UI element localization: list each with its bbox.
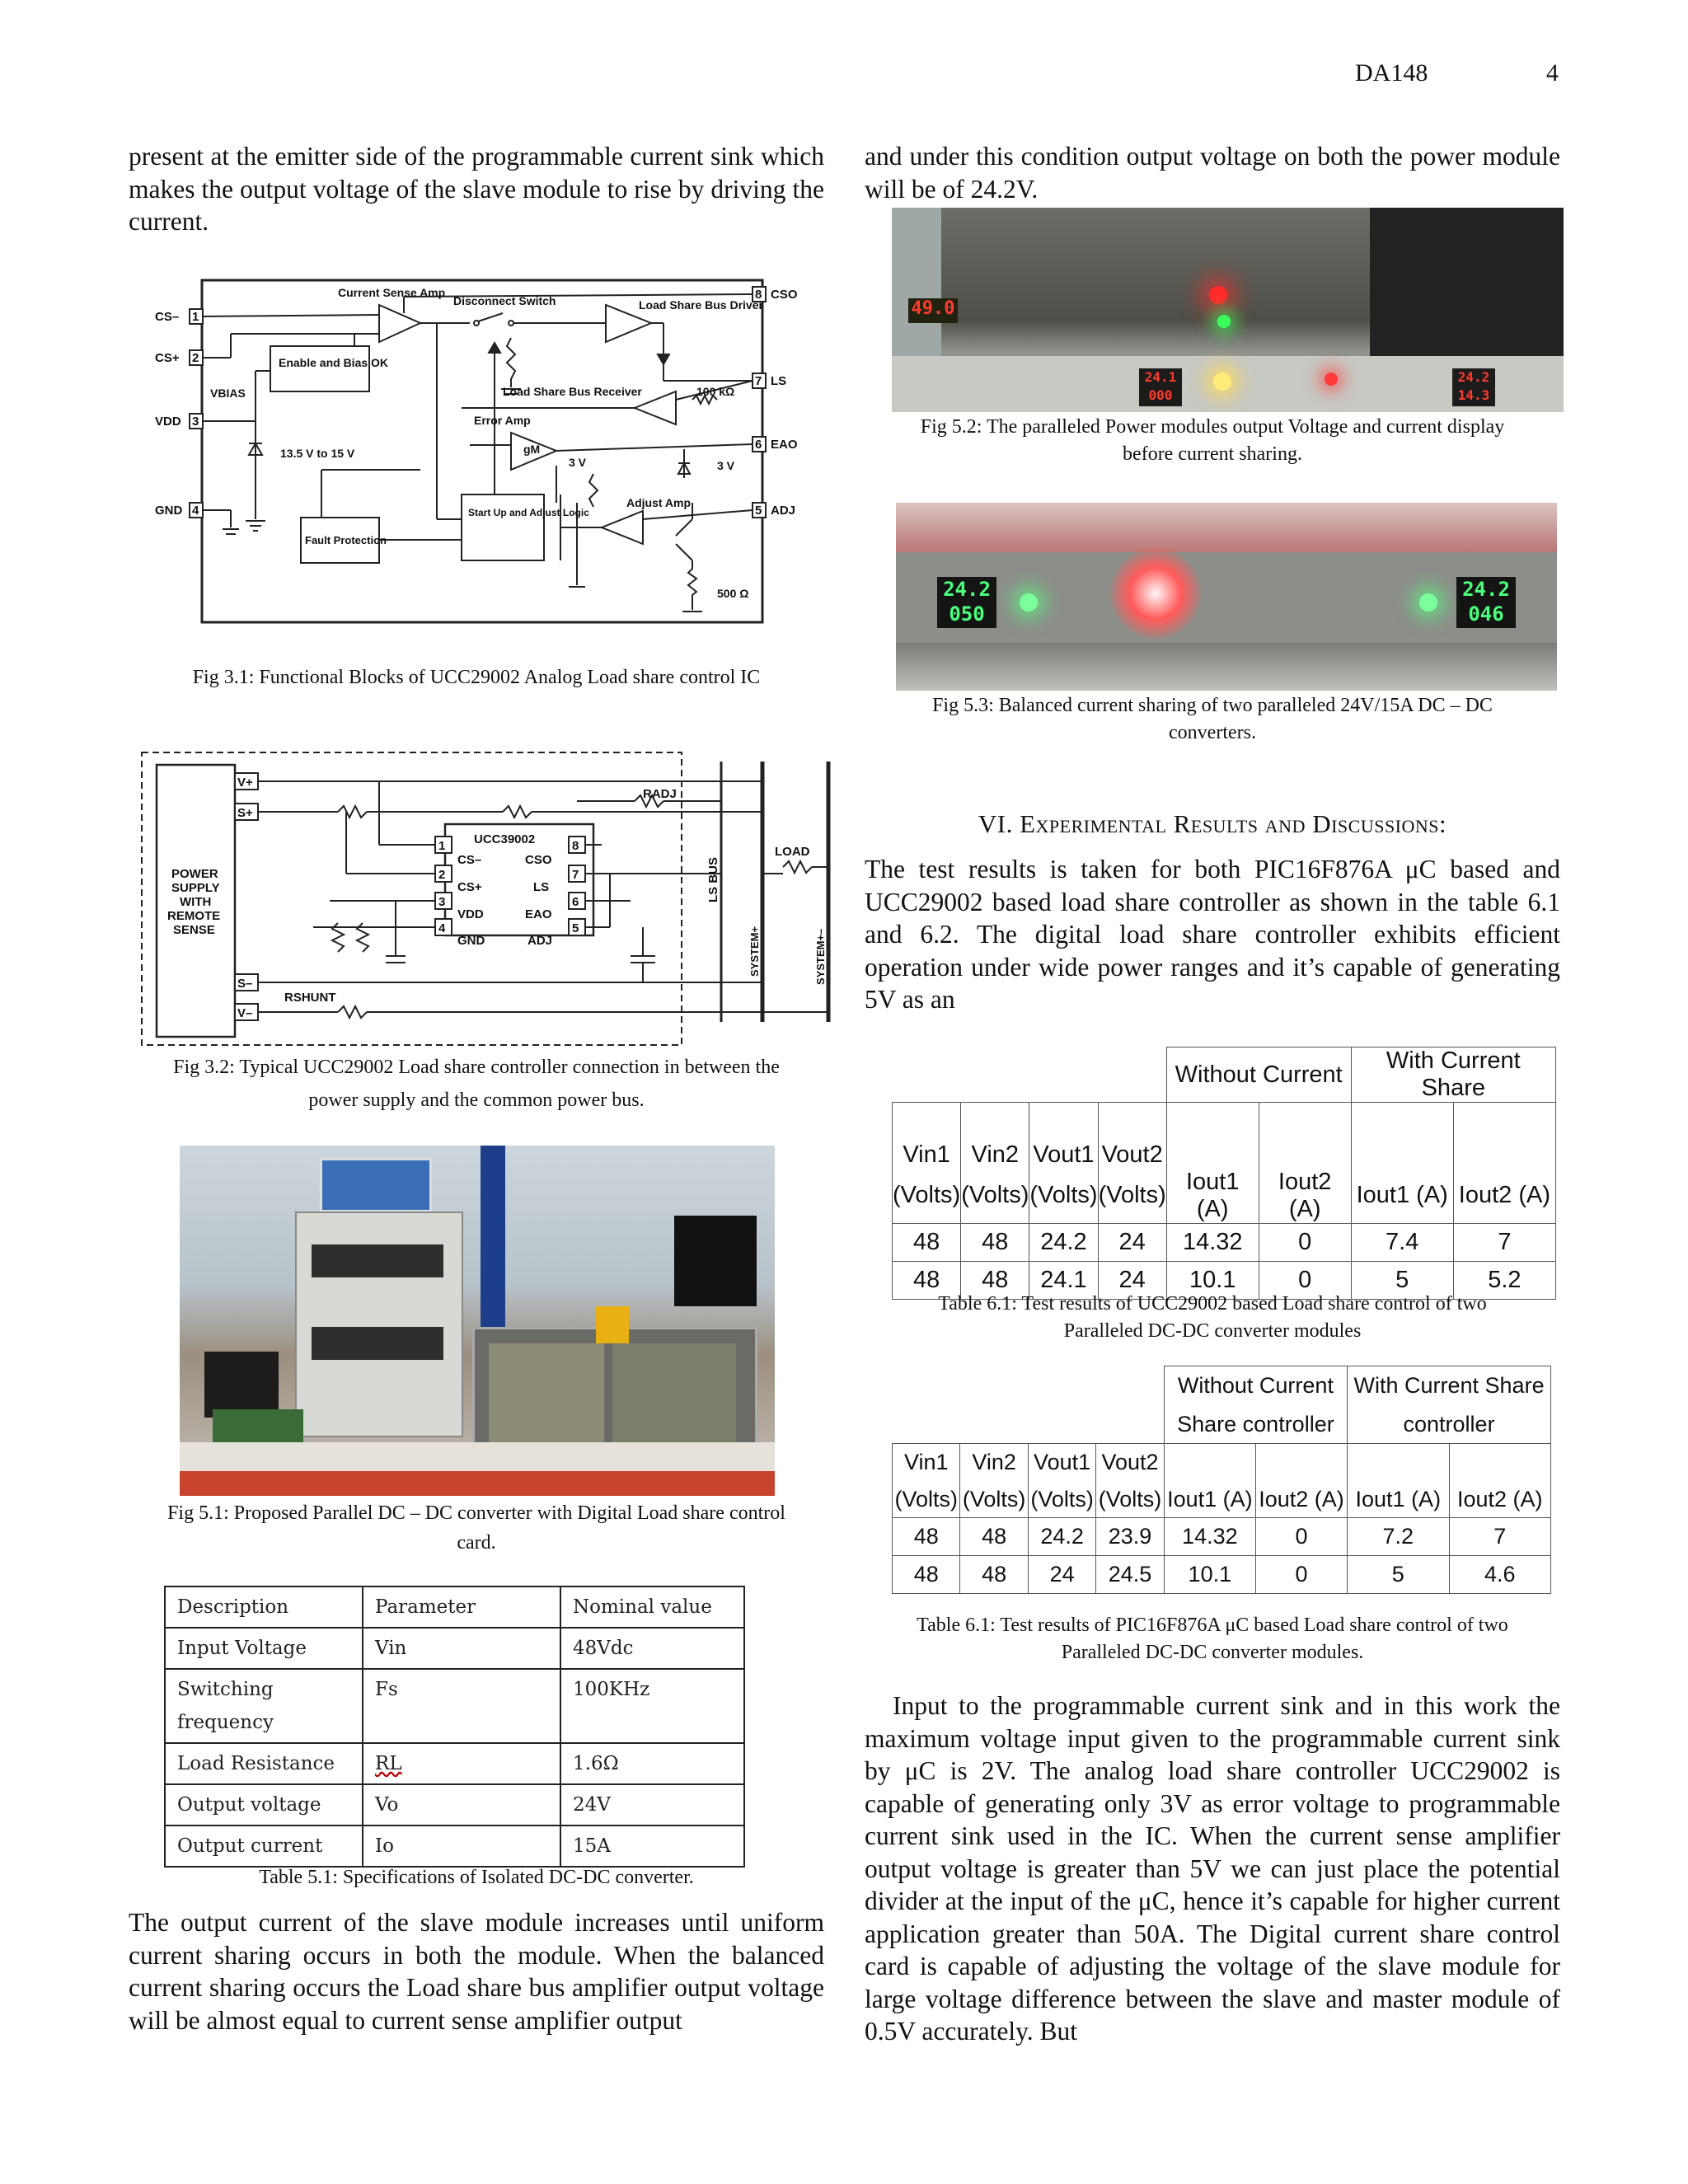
fig-5-3-caption bbox=[865, 692, 1560, 747]
fig32-ic-n3: 3 bbox=[438, 895, 446, 909]
fig32-ic-l1: CS– bbox=[457, 853, 482, 867]
table-6-1-caption-line1: Table 6.1: Test results of UCC29002 based Load share control of two bbox=[938, 1293, 1487, 1315]
table-5-1-header-row bbox=[165, 1586, 744, 1628]
fig31-pin-2: 2 bbox=[192, 351, 199, 365]
fig31-pin-3: 3 bbox=[192, 415, 199, 429]
section-heading-vi: VI. Experimental Results and Discussions: bbox=[978, 809, 1447, 838]
table-6-1-caption bbox=[865, 1291, 1560, 1345]
table-6-2-ht2: Vout1 bbox=[1028, 1444, 1095, 1482]
table-5-1-h1: Parameter bbox=[363, 1586, 560, 1628]
fig32-ic-r2: LS bbox=[533, 880, 550, 894]
table-6-1-ht6 bbox=[1351, 1103, 1453, 1169]
fig32-psu-3: WITH bbox=[180, 895, 212, 909]
table-5-1-h0: Description bbox=[165, 1586, 363, 1628]
fig-5-2-caption-line2: before current sharing. bbox=[1123, 443, 1302, 465]
table-6-1-hb7: Iout2 (A) bbox=[1453, 1169, 1555, 1224]
table-6-1-ht5 bbox=[1259, 1103, 1351, 1169]
fig32-psu-4: REMOTE bbox=[167, 909, 221, 923]
table-6-2 bbox=[892, 1366, 1551, 1594]
right-column-bottom bbox=[865, 1690, 1560, 2048]
fig31-label-gm: gM bbox=[523, 443, 541, 456]
table-6-1-group-with: With Current Share bbox=[1351, 1047, 1555, 1103]
table-5-1-caption: Table 5.1: Specifications of Isolated DC-DC converter. bbox=[259, 1867, 694, 1888]
table-6-2-r1c7: 4.6 bbox=[1449, 1556, 1551, 1594]
fig31-label-100k: 100 kΩ bbox=[696, 385, 735, 398]
table-6-1-blank bbox=[893, 1047, 1167, 1103]
table-5-1-r4c2: 15A bbox=[560, 1825, 744, 1867]
table-6-1-r1c6: 5 bbox=[1351, 1261, 1453, 1299]
table-6-1-r0c7: 7 bbox=[1453, 1223, 1555, 1261]
fig52-display-1: 49.0 bbox=[908, 298, 958, 323]
fig32-ic-n7: 7 bbox=[572, 868, 579, 882]
table-6-1-r1c5: 0 bbox=[1259, 1261, 1351, 1299]
table-row bbox=[165, 1743, 744, 1784]
fig32-rshunt: RSHUNT bbox=[284, 991, 336, 1005]
table-6-1-hb5: Iout2 (A) bbox=[1259, 1169, 1351, 1224]
table-row bbox=[165, 1628, 744, 1669]
table-5-1-r1c0: Switching frequency bbox=[165, 1669, 363, 1743]
fig32-radj: RADJ bbox=[643, 787, 677, 801]
fig31-pin-1: 1 bbox=[192, 310, 199, 324]
fig31-pin-cs-plus: CS+ bbox=[155, 351, 180, 365]
fig-5-2-photo bbox=[892, 208, 1564, 412]
table-6-2-r1c3: 24.5 bbox=[1096, 1556, 1164, 1594]
fig31-pin-vdd: VDD bbox=[155, 415, 181, 429]
fig-3-2-caption bbox=[129, 1051, 824, 1117]
table-6-2-ht3: Vout2 bbox=[1096, 1444, 1164, 1482]
table-5-1-r3c1: Vo bbox=[363, 1784, 560, 1825]
table-6-2-group-with-2: controller bbox=[1348, 1406, 1551, 1444]
table-6-2-ht7 bbox=[1449, 1444, 1551, 1482]
fig-5-1-caption bbox=[129, 1498, 824, 1558]
table-6-1-hb2: (Volts) bbox=[1029, 1169, 1098, 1224]
table-6-2-group-with-1: With Current Share bbox=[1348, 1366, 1551, 1406]
left-paragraph-2: The output current of the slave module increases until uniform current sharing occurs in both the module. When the balanced current sharing occurs the Load share bus amplifier output voltage will be almost equal to current sense amplifier output bbox=[129, 1908, 824, 2035]
table-6-2-r0c2: 24.2 bbox=[1028, 1518, 1095, 1556]
right-column bbox=[865, 140, 1560, 205]
fig53-display-l2: 050 bbox=[949, 602, 985, 626]
fig52-display-2b: 000 bbox=[1148, 387, 1173, 403]
fig32-ic-n1: 1 bbox=[438, 839, 446, 853]
table-5-1-r0c1: Vin bbox=[363, 1628, 560, 1669]
table-6-2-r0c4: 14.32 bbox=[1164, 1518, 1255, 1556]
table-6-1-r0c5: 0 bbox=[1259, 1223, 1351, 1261]
table-6-2-ht0: Vin1 bbox=[893, 1444, 960, 1482]
table-row bbox=[165, 1784, 744, 1825]
table-6-2-header-bottom bbox=[893, 1482, 1551, 1518]
table-6-2-hb1: (Volts) bbox=[960, 1482, 1028, 1518]
fig-3-2-caption-line1: Fig 3.2: Typical UCC29002 Load share controller connection in between the bbox=[173, 1057, 780, 1078]
fig31-pin-8: 8 bbox=[755, 288, 762, 302]
fig31-label-disconnect: Disconnect Switch bbox=[453, 294, 556, 307]
fig32-ic-r1: CSO bbox=[525, 853, 552, 867]
table-5-1-r0c2: 48Vdc bbox=[560, 1628, 744, 1669]
left-paragraph-1: present at the emitter side of the programmable current sink which makes the output voltage of the slave module to rise by driving the current. bbox=[129, 142, 824, 236]
table-6-1-r0c4: 14.32 bbox=[1166, 1223, 1259, 1261]
table-6-1-r0c0: 48 bbox=[893, 1223, 961, 1261]
left-column-bottom bbox=[129, 1906, 824, 2036]
table-6-2-r1c4: 10.1 bbox=[1164, 1556, 1255, 1594]
table-6-1-r0c2: 24.2 bbox=[1029, 1223, 1098, 1261]
right-paragraph-1: and under this condition output voltage on both the power module will be of 24.2V. bbox=[865, 142, 1560, 204]
fig-3-2-connection-diagram bbox=[140, 750, 832, 1048]
table-6-1-r1c7: 5.2 bbox=[1453, 1261, 1555, 1299]
fig31-label-500: 500 Ω bbox=[717, 587, 749, 600]
table-6-1-ht2: Vout1 bbox=[1029, 1103, 1098, 1169]
fig31-label-current-sense: Current Sense Amp bbox=[338, 286, 446, 299]
fig-3-2-caption-line2: power supply and the common power bus. bbox=[308, 1090, 645, 1111]
fig32-sys-minus: SYSTEM+– bbox=[814, 928, 827, 985]
fig-3-1-block-diagram bbox=[148, 272, 798, 635]
table-6-2-hb6: Iout1 (A) bbox=[1348, 1482, 1449, 1518]
fig32-ls-bus: LS BUS bbox=[706, 856, 720, 902]
table-6-2-group-without-2: Share controller bbox=[1164, 1406, 1347, 1444]
table-6-1-ht0: Vin1 bbox=[893, 1103, 961, 1169]
fig31-pin-gnd: GND bbox=[155, 504, 183, 518]
table-row bbox=[893, 1556, 1551, 1594]
table-6-2-r0c1: 48 bbox=[960, 1518, 1028, 1556]
table-6-1-r1c0: 48 bbox=[893, 1261, 961, 1299]
table-6-1-r1c3: 24 bbox=[1098, 1261, 1166, 1299]
fig31-pin-7: 7 bbox=[755, 374, 762, 388]
table-5-1-r3c0: Output voltage bbox=[165, 1784, 363, 1825]
table-6-1-ht3: Vout2 bbox=[1098, 1103, 1166, 1169]
table-6-2-header-top bbox=[893, 1444, 1551, 1482]
table-6-2-caption-line1: Table 6.1: Test results of PIC16F876A μC based Load share control of two bbox=[917, 1615, 1508, 1636]
fig31-pin-6: 6 bbox=[755, 438, 762, 452]
table-6-1-ht1: Vin2 bbox=[961, 1103, 1029, 1169]
table-6-2-hb0: (Volts) bbox=[893, 1482, 960, 1518]
table-6-1-header-top bbox=[893, 1103, 1556, 1169]
table-5-1-r0c0: Input Voltage bbox=[165, 1628, 363, 1669]
table-6-1-r1c2: 24.1 bbox=[1029, 1261, 1098, 1299]
table-6-2-ht5 bbox=[1255, 1444, 1347, 1482]
table-6-1-header-bottom bbox=[893, 1169, 1556, 1224]
fig-5-1-caption-line2: card. bbox=[457, 1532, 496, 1554]
fig32-ic-n2: 2 bbox=[438, 868, 446, 882]
fig52-display-3b: 14.3 bbox=[1457, 387, 1490, 403]
table-6-2-r0c0: 48 bbox=[893, 1518, 960, 1556]
table-row bbox=[165, 1825, 744, 1867]
fig31-label-ls-receiver: Load Share Bus Receiver bbox=[503, 385, 642, 398]
table-6-2-r0c6: 7.2 bbox=[1348, 1518, 1449, 1556]
table-6-1-group-without: Without Current bbox=[1166, 1047, 1351, 1103]
fig32-sys-plus: SYSTEM+ bbox=[748, 926, 761, 977]
fig53-display-l1: 24.2 bbox=[943, 578, 991, 601]
table-6-2-hb7: Iout2 (A) bbox=[1449, 1482, 1551, 1518]
table-5-1-r2c1: RL bbox=[363, 1743, 560, 1784]
table-6-2-hb2: (Volts) bbox=[1028, 1482, 1095, 1518]
fig32-ic-l4: GND bbox=[457, 934, 485, 948]
table-6-2-r0c7: 7 bbox=[1449, 1518, 1551, 1556]
fig53-display-r2: 046 bbox=[1468, 602, 1504, 626]
fig31-label-startup: Start Up and Adjust Logic bbox=[468, 507, 589, 518]
fig31-pin-cso: CSO bbox=[771, 288, 798, 302]
fig-5-2-caption bbox=[865, 414, 1560, 468]
fig31-label-3v-a: 3 V bbox=[569, 456, 587, 469]
fig32-splus: S+ bbox=[237, 806, 253, 820]
fig31-label-enable: Enable and Bias OK bbox=[279, 356, 389, 369]
right-paragraph-3: Input to the programmable current sink and in this work the maximum voltage input given to the programmable current sink by μC is 2V. The analog load share controller UCC29002 is capable of generating only 3V as error voltage to programmable current sink used in the IC. When the current sense amplifier output voltage is greater than 5V we can just place the potential divider at the input of the μC, hence it’s capable for higher current application greater than 50A. The Digital current share control card is capable of adjusting the voltage of the slave module for large voltage difference between the slave and master module of 0.5V accurately. But bbox=[865, 1691, 1560, 2046]
table-6-2-blank bbox=[893, 1366, 1165, 1444]
table-5-1-r3c2: 24V bbox=[560, 1784, 744, 1825]
table-6-1-hb1: (Volts) bbox=[961, 1169, 1029, 1224]
left-column bbox=[129, 140, 824, 238]
table-5-1-r2c0: Load Resistance bbox=[165, 1743, 363, 1784]
fig31-label-vbias: VBIAS bbox=[210, 387, 246, 400]
table-5-1 bbox=[164, 1586, 745, 1868]
table-row bbox=[893, 1223, 1556, 1261]
table-6-2-ht6 bbox=[1348, 1444, 1449, 1482]
fig32-psu-5: SENSE bbox=[173, 923, 215, 937]
table-6-1-hb6: Iout1 (A) bbox=[1351, 1169, 1453, 1224]
fig31-label-adjust-amp: Adjust Amp bbox=[626, 496, 692, 509]
fig32-ic-n4: 4 bbox=[438, 921, 446, 935]
table-6-2-r1c1: 48 bbox=[960, 1556, 1028, 1594]
fig32-psu-1: POWER bbox=[171, 867, 218, 881]
table-6-2-hb5: Iout2 (A) bbox=[1255, 1482, 1347, 1518]
fig31-label-ls-driver: Load Share Bus Driver bbox=[639, 298, 763, 312]
table-6-1-r1c4: 10.1 bbox=[1166, 1261, 1259, 1299]
table-5-1-r1c2: 100KHz bbox=[560, 1669, 744, 1743]
table-6-2-r0c5: 0 bbox=[1255, 1518, 1347, 1556]
fig53-display-r1: 24.2 bbox=[1462, 578, 1510, 601]
fig-5-3-caption-line2: converters. bbox=[1169, 722, 1256, 743]
table-6-1 bbox=[892, 1047, 1556, 1300]
fig31-label-fault: Fault Protection bbox=[305, 534, 387, 546]
running-header-id: DA148 bbox=[1355, 59, 1428, 87]
right-column-mid bbox=[865, 853, 1560, 1016]
fig32-load: LOAD bbox=[775, 845, 810, 859]
table-6-2-r1c5: 0 bbox=[1255, 1556, 1347, 1594]
fig31-label-3v-b: 3 V bbox=[717, 459, 735, 472]
table-5-1-r4c1: Io bbox=[363, 1825, 560, 1867]
fig32-ic-r3: EAO bbox=[525, 907, 552, 921]
table-6-2-group-row-1 bbox=[893, 1366, 1551, 1406]
table-6-1-r0c1: 48 bbox=[961, 1223, 1029, 1261]
fig31-pin-eao: EAO bbox=[771, 438, 798, 452]
table-6-1-r1c1: 48 bbox=[961, 1261, 1029, 1299]
table-6-2-caption-line2: Paralleled DC-DC converter modules. bbox=[1061, 1642, 1364, 1663]
table-6-2-hb3: (Volts) bbox=[1096, 1482, 1164, 1518]
fig32-ic-l2: CS+ bbox=[457, 880, 482, 894]
fig31-pin-cs-minus: CS– bbox=[155, 310, 180, 324]
table-row bbox=[165, 1669, 744, 1743]
table-6-2-r1c2: 24 bbox=[1028, 1556, 1095, 1594]
table-6-1-hb3: (Volts) bbox=[1098, 1169, 1166, 1224]
fig32-ic-r4: ADJ bbox=[528, 934, 553, 948]
fig-5-2-caption-line1: Fig 5.2: The paralleled Power modules output Voltage and current display bbox=[920, 416, 1505, 438]
fig31-pin-adj: ADJ bbox=[771, 504, 796, 518]
fig32-psu-2: SUPPLY bbox=[171, 881, 220, 895]
table-5-1-h2: Nominal value bbox=[560, 1586, 744, 1628]
table-6-1-ht7 bbox=[1453, 1103, 1555, 1169]
table-6-1-r0c3: 24 bbox=[1098, 1223, 1166, 1261]
table-6-2-group-without-1: Without Current bbox=[1164, 1366, 1347, 1406]
fig-5-3-caption-line1: Fig 5.3: Balanced current sharing of two paralleled 24V/15A DC – DC bbox=[932, 695, 1493, 716]
page-number: 4 bbox=[1546, 59, 1559, 87]
right-paragraph-2: The test results is taken for both PIC16F876A μC based and UCC29002 based load share controller as shown in the table 6.1 and 6.2. The digital load share controller exhibits efficient operation under wide power ranges and it’s capable of generating 5V as an bbox=[865, 855, 1560, 1014]
fig-5-1-caption-line1: Fig 5.1: Proposed Parallel DC – DC converter with Digital Load share control bbox=[167, 1502, 785, 1524]
table-5-1-r1c1: Fs bbox=[363, 1669, 560, 1743]
table-6-1-hb4: Iout1 (A) bbox=[1166, 1169, 1259, 1224]
fig31-pin-4: 4 bbox=[192, 504, 199, 518]
fig32-vminus: V– bbox=[237, 1006, 253, 1020]
fig32-ic-name: UCC39002 bbox=[474, 832, 536, 846]
table-6-2-ht4 bbox=[1164, 1444, 1255, 1482]
fig32-ic-l3: VDD bbox=[457, 907, 484, 921]
table-6-1-r0c6: 7.4 bbox=[1351, 1223, 1453, 1261]
fig31-label-13v: 13.5 V to 15 V bbox=[280, 447, 355, 460]
table-6-1-ht4 bbox=[1166, 1103, 1259, 1169]
table-6-1-caption-line2: Paralleled DC-DC converter modules bbox=[1063, 1320, 1362, 1342]
fig31-pin-5: 5 bbox=[755, 504, 762, 518]
table-6-2-r1c6: 5 bbox=[1348, 1556, 1449, 1594]
fig31-pin-ls: LS bbox=[771, 374, 787, 388]
table-5-1-r4c0: Output current bbox=[165, 1825, 363, 1867]
table-6-2-ht1: Vin2 bbox=[960, 1444, 1028, 1482]
table-6-2-caption bbox=[865, 1612, 1560, 1666]
fig52-display-2a: 24.1 bbox=[1144, 369, 1177, 385]
table-6-1-hb0: (Volts) bbox=[893, 1169, 961, 1224]
fig-5-1-photo bbox=[180, 1146, 775, 1496]
fig32-ic-n5: 5 bbox=[572, 921, 579, 935]
fig52-display-3a: 24.2 bbox=[1457, 369, 1490, 385]
table-6-2-hb4: Iout1 (A) bbox=[1164, 1482, 1255, 1518]
fig-3-1-caption: Fig 3.1: Functional Blocks of UCC29002 Analog Load share control IC bbox=[192, 667, 761, 688]
fig32-vplus: V+ bbox=[237, 776, 253, 790]
table-6-2-r0c3: 23.9 bbox=[1096, 1518, 1164, 1556]
fig31-label-error-amp: Error Amp bbox=[474, 414, 531, 427]
table-row bbox=[893, 1518, 1551, 1556]
table-6-1-group-row bbox=[893, 1047, 1556, 1103]
fig32-ic-n8: 8 bbox=[572, 839, 579, 853]
table-5-1-r2c2: 1.6Ω bbox=[560, 1743, 744, 1784]
fig-5-3-photo bbox=[896, 503, 1557, 691]
fig32-ic-n6: 6 bbox=[572, 895, 579, 909]
table-6-2-r1c0: 48 bbox=[893, 1556, 960, 1594]
fig32-sminus: S– bbox=[237, 977, 253, 991]
